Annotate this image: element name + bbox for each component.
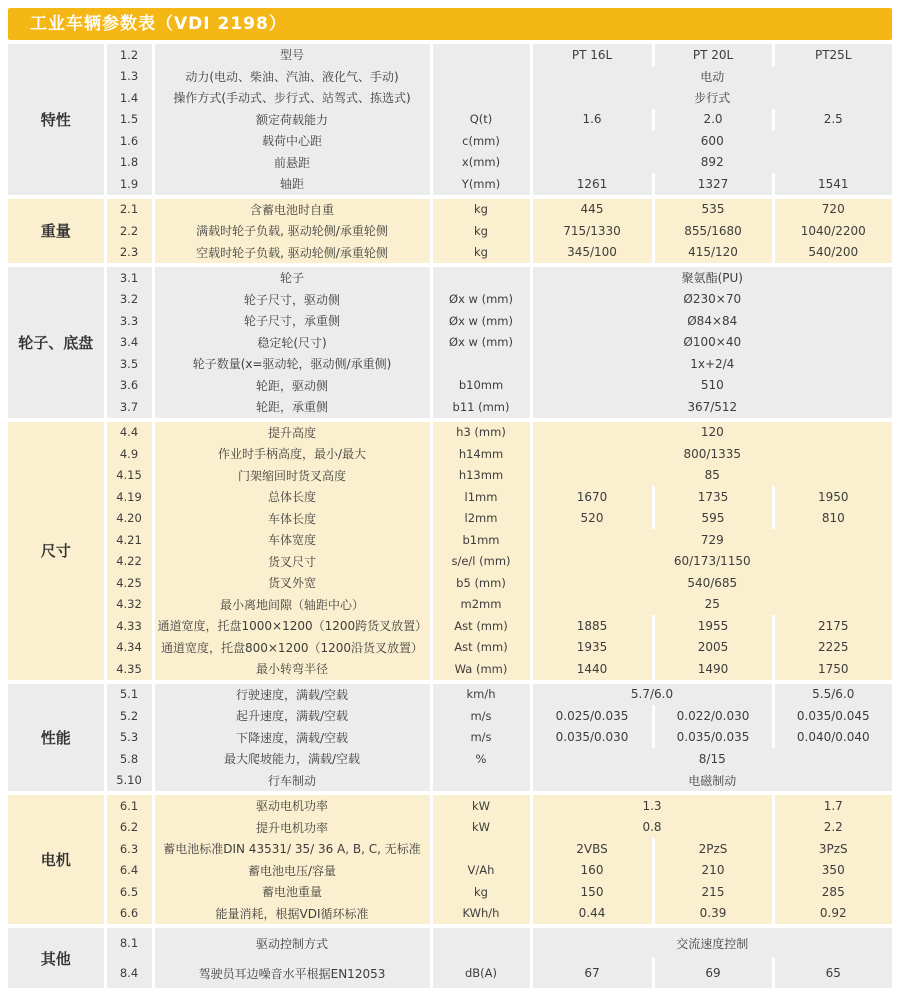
unit-cell: m/s xyxy=(431,705,531,727)
value-cell: 1327 xyxy=(653,173,773,195)
table-row xyxy=(8,817,892,839)
table-row xyxy=(8,109,892,131)
table-row xyxy=(8,289,892,311)
value-cell: 350 xyxy=(773,860,892,882)
table-row xyxy=(8,615,892,637)
value-cell: 1735 xyxy=(653,486,773,508)
section-table xyxy=(8,267,892,418)
value-cell: PT25L xyxy=(773,44,892,66)
row-description: 能量消耗，根据VDI循环标准 xyxy=(153,903,431,925)
table-row xyxy=(8,508,892,530)
row-number: 4.4 xyxy=(105,422,153,444)
row-number: 3.4 xyxy=(105,332,153,354)
unit-cell xyxy=(431,838,531,860)
table-row xyxy=(8,267,892,289)
value-cell: Ø84×84 xyxy=(531,310,892,332)
row-number: 4.22 xyxy=(105,551,153,573)
row-number: 4.9 xyxy=(105,443,153,465)
unit-cell: c(mm) xyxy=(431,130,531,152)
row-number: 1.3 xyxy=(105,66,153,88)
value-cell: 65 xyxy=(773,958,892,988)
value-cell: 0.92 xyxy=(773,903,892,925)
row-number: 5.10 xyxy=(105,770,153,792)
value-cell: 0.8 xyxy=(531,817,773,839)
row-description: 下降速度，满载/空载 xyxy=(153,727,431,749)
value-cell: 2005 xyxy=(653,637,773,659)
row-description: 通道宽度，托盘800×1200（1200沿货叉放置） xyxy=(153,637,431,659)
table-row xyxy=(8,928,892,958)
row-description: 满载时轮子负载, 驱动轮侧/承重轮侧 xyxy=(153,220,431,242)
row-description: 提升高度 xyxy=(153,422,431,444)
row-description: 动力(电动、柴油、汽油、液化气、手动) xyxy=(153,66,431,88)
section-label: 尺寸 xyxy=(8,422,105,680)
value-cell: 1955 xyxy=(653,615,773,637)
unit-cell: kg xyxy=(431,242,531,264)
value-cell: 2225 xyxy=(773,637,892,659)
unit-cell xyxy=(431,267,531,289)
table-row xyxy=(8,310,892,332)
sections-host xyxy=(8,44,892,988)
table-row xyxy=(8,375,892,397)
unit-cell: h14mm xyxy=(431,443,531,465)
value-cell: 285 xyxy=(773,881,892,903)
table-row xyxy=(8,152,892,174)
value-cell: 0.035/0.030 xyxy=(531,727,653,749)
row-description: 作业时手柄高度，最小/最大 xyxy=(153,443,431,465)
row-description: 前悬距 xyxy=(153,152,431,174)
value-cell: Ø100×40 xyxy=(531,332,892,354)
row-description: 型号 xyxy=(153,44,431,66)
table-row xyxy=(8,220,892,242)
row-description: 最大爬坡能力，满载/空载 xyxy=(153,748,431,770)
value-cell: 150 xyxy=(531,881,653,903)
value-cell: 8/15 xyxy=(531,748,892,770)
row-description: 车体宽度 xyxy=(153,529,431,551)
value-cell: 67 xyxy=(531,958,653,988)
row-number: 4.15 xyxy=(105,465,153,487)
unit-cell: x(mm) xyxy=(431,152,531,174)
value-cell: 1950 xyxy=(773,486,892,508)
unit-cell: Øx w (mm) xyxy=(431,310,531,332)
row-description: 最小离地间隙（轴距中心） xyxy=(153,594,431,616)
row-number: 3.7 xyxy=(105,396,153,418)
value-cell: 2VBS xyxy=(531,838,653,860)
unit-cell: km/h xyxy=(431,684,531,706)
row-description: 驱动控制方式 xyxy=(153,928,431,958)
table-row xyxy=(8,396,892,418)
table-row xyxy=(8,44,892,66)
unit-cell: kg xyxy=(431,881,531,903)
value-cell: 85 xyxy=(531,465,892,487)
table-row xyxy=(8,572,892,594)
table-row xyxy=(8,332,892,354)
value-cell: 电动 xyxy=(531,66,892,88)
table-row xyxy=(8,795,892,817)
page-title: 工业车辆参数表（VDI 2198） xyxy=(8,8,892,40)
row-number: 4.19 xyxy=(105,486,153,508)
row-number: 5.3 xyxy=(105,727,153,749)
table-row xyxy=(8,903,892,925)
unit-cell: kW xyxy=(431,795,531,817)
value-cell: 210 xyxy=(653,860,773,882)
unit-cell xyxy=(431,928,531,958)
row-number: 4.21 xyxy=(105,529,153,551)
row-number: 8.1 xyxy=(105,928,153,958)
row-number: 5.8 xyxy=(105,748,153,770)
table-row xyxy=(8,66,892,88)
row-number: 2.3 xyxy=(105,242,153,264)
section-label: 性能 xyxy=(8,684,105,792)
value-cell: Ø230×70 xyxy=(531,289,892,311)
value-cell: 5.7/6.0 xyxy=(531,684,773,706)
table-row xyxy=(8,838,892,860)
value-cell: 1.3 xyxy=(531,795,773,817)
row-number: 8.4 xyxy=(105,958,153,988)
row-number: 5.1 xyxy=(105,684,153,706)
row-number: 6.4 xyxy=(105,860,153,882)
row-description: 空载时轮子负载, 驱动轮侧/承重轮侧 xyxy=(153,242,431,264)
unit-cell: l1mm xyxy=(431,486,531,508)
value-cell: 25 xyxy=(531,594,892,616)
section-table xyxy=(8,44,892,195)
row-number: 2.2 xyxy=(105,220,153,242)
row-description: 轮子 xyxy=(153,267,431,289)
unit-cell: Q(t) xyxy=(431,109,531,131)
value-cell: 1935 xyxy=(531,637,653,659)
row-description: 驾驶员耳边噪音水平根据EN12053 xyxy=(153,958,431,988)
value-cell: 215 xyxy=(653,881,773,903)
row-number: 3.3 xyxy=(105,310,153,332)
table-row xyxy=(8,130,892,152)
row-description: 轮距，驱动侧 xyxy=(153,375,431,397)
value-cell: PT 16L xyxy=(531,44,653,66)
table-row xyxy=(8,881,892,903)
value-cell: 510 xyxy=(531,375,892,397)
value-cell: 1541 xyxy=(773,173,892,195)
row-description: 货叉外宽 xyxy=(153,572,431,594)
table-row xyxy=(8,748,892,770)
row-description: 驱动电机功率 xyxy=(153,795,431,817)
row-number: 1.5 xyxy=(105,109,153,131)
value-cell: 1x+2/4 xyxy=(531,353,892,375)
row-description: 轮子尺寸，驱动侧 xyxy=(153,289,431,311)
value-cell: 0.035/0.035 xyxy=(653,727,773,749)
unit-cell: dB(A) xyxy=(431,958,531,988)
table-row xyxy=(8,87,892,109)
value-cell: 415/120 xyxy=(653,242,773,264)
value-cell: 60/173/1150 xyxy=(531,551,892,573)
unit-cell: s/e/l (mm) xyxy=(431,551,531,573)
value-cell: 3PzS xyxy=(773,838,892,860)
section-label: 电机 xyxy=(8,795,105,924)
value-cell: 2175 xyxy=(773,615,892,637)
row-number: 1.9 xyxy=(105,173,153,195)
table-row xyxy=(8,860,892,882)
row-number: 1.6 xyxy=(105,130,153,152)
row-number: 1.8 xyxy=(105,152,153,174)
table-row xyxy=(8,199,892,221)
unit-cell: b5 (mm) xyxy=(431,572,531,594)
row-number: 3.6 xyxy=(105,375,153,397)
section-label: 特性 xyxy=(8,44,105,195)
value-cell: 540/200 xyxy=(773,242,892,264)
value-cell: 1.6 xyxy=(531,109,653,131)
value-cell: 1885 xyxy=(531,615,653,637)
value-cell: 345/100 xyxy=(531,242,653,264)
row-description: 最小转弯半径 xyxy=(153,658,431,680)
value-cell: 0.39 xyxy=(653,903,773,925)
row-description: 额定荷载能力 xyxy=(153,109,431,131)
unit-cell: kW xyxy=(431,817,531,839)
value-cell: 800/1335 xyxy=(531,443,892,465)
table-row xyxy=(8,551,892,573)
row-number: 6.2 xyxy=(105,817,153,839)
section-label: 轮子、底盘 xyxy=(8,267,105,418)
value-cell: 120 xyxy=(531,422,892,444)
value-cell: 729 xyxy=(531,529,892,551)
unit-cell: l2mm xyxy=(431,508,531,530)
row-description: 货叉尺寸 xyxy=(153,551,431,573)
row-number: 4.34 xyxy=(105,637,153,659)
table-row xyxy=(8,529,892,551)
row-description: 蓄电池电压/容量 xyxy=(153,860,431,882)
value-cell: 810 xyxy=(773,508,892,530)
unit-cell: Øx w (mm) xyxy=(431,332,531,354)
unit-cell: V/Ah xyxy=(431,860,531,882)
unit-cell xyxy=(431,87,531,109)
value-cell: 1.7 xyxy=(773,795,892,817)
value-cell: 电磁制动 xyxy=(531,770,892,792)
value-cell: 892 xyxy=(531,152,892,174)
row-number: 3.5 xyxy=(105,353,153,375)
row-description: 车体长度 xyxy=(153,508,431,530)
row-number: 4.20 xyxy=(105,508,153,530)
value-cell: 2.5 xyxy=(773,109,892,131)
unit-cell: Wa (mm) xyxy=(431,658,531,680)
row-description: 门架缩回时货叉高度 xyxy=(153,465,431,487)
row-description: 行车制动 xyxy=(153,770,431,792)
unit-cell: KWh/h xyxy=(431,903,531,925)
value-cell: 0.040/0.040 xyxy=(773,727,892,749)
value-cell: 540/685 xyxy=(531,572,892,594)
row-description: 轮子尺寸，承重侧 xyxy=(153,310,431,332)
table-row xyxy=(8,242,892,264)
value-cell: 1490 xyxy=(653,658,773,680)
value-cell: 1670 xyxy=(531,486,653,508)
value-cell: 445 xyxy=(531,199,653,221)
row-number: 6.6 xyxy=(105,903,153,925)
section-table xyxy=(8,199,892,264)
table-row xyxy=(8,594,892,616)
value-cell: 1261 xyxy=(531,173,653,195)
table-row xyxy=(8,770,892,792)
row-number: 4.33 xyxy=(105,615,153,637)
value-cell: 2.2 xyxy=(773,817,892,839)
row-description: 行驶速度，满载/空载 xyxy=(153,684,431,706)
unit-cell: b11 (mm) xyxy=(431,396,531,418)
row-description: 轮子数量(x=驱动轮，驱动侧/承重侧) xyxy=(153,353,431,375)
unit-cell xyxy=(431,44,531,66)
unit-cell: h3 (mm) xyxy=(431,422,531,444)
unit-cell: Y(mm) xyxy=(431,173,531,195)
value-cell: 367/512 xyxy=(531,396,892,418)
unit-cell: h13mm xyxy=(431,465,531,487)
value-cell: 交流速度控制 xyxy=(531,928,892,958)
value-cell: 535 xyxy=(653,199,773,221)
section-table xyxy=(8,684,892,792)
value-cell: 1750 xyxy=(773,658,892,680)
value-cell: 聚氨酯(PU) xyxy=(531,267,892,289)
table-row xyxy=(8,705,892,727)
unit-cell: b1mm xyxy=(431,529,531,551)
unit-cell: kg xyxy=(431,220,531,242)
row-description: 轮距，承重侧 xyxy=(153,396,431,418)
row-description: 总体长度 xyxy=(153,486,431,508)
row-number: 3.1 xyxy=(105,267,153,289)
row-number: 6.3 xyxy=(105,838,153,860)
row-number: 2.1 xyxy=(105,199,153,221)
row-number: 1.2 xyxy=(105,44,153,66)
table-row xyxy=(8,637,892,659)
row-number: 4.35 xyxy=(105,658,153,680)
table-row xyxy=(8,684,892,706)
value-cell: 1440 xyxy=(531,658,653,680)
value-cell: PT 20L xyxy=(653,44,773,66)
unit-cell xyxy=(431,66,531,88)
row-description: 稳定轮(尺寸) xyxy=(153,332,431,354)
value-cell: 160 xyxy=(531,860,653,882)
value-cell: 2.0 xyxy=(653,109,773,131)
row-description: 轴距 xyxy=(153,173,431,195)
unit-cell xyxy=(431,353,531,375)
table-row xyxy=(8,658,892,680)
unit-cell: Ast (mm) xyxy=(431,637,531,659)
table-row xyxy=(8,353,892,375)
value-cell: 2PzS xyxy=(653,838,773,860)
row-number: 1.4 xyxy=(105,87,153,109)
row-description: 载荷中心距 xyxy=(153,130,431,152)
section-table xyxy=(8,928,892,988)
value-cell: 0.035/0.045 xyxy=(773,705,892,727)
unit-cell: % xyxy=(431,748,531,770)
section-table xyxy=(8,795,892,924)
section-table xyxy=(8,422,892,680)
row-number: 4.32 xyxy=(105,594,153,616)
row-number: 3.2 xyxy=(105,289,153,311)
table-row xyxy=(8,173,892,195)
table-row xyxy=(8,443,892,465)
row-number: 5.2 xyxy=(105,705,153,727)
value-cell: 0.025/0.035 xyxy=(531,705,653,727)
value-cell: 0.44 xyxy=(531,903,653,925)
row-description: 起升速度，满载/空载 xyxy=(153,705,431,727)
table-row xyxy=(8,958,892,988)
unit-cell: m/s xyxy=(431,727,531,749)
value-cell: 720 xyxy=(773,199,892,221)
row-description: 操作方式(手动式、步行式、站驾式、拣选式) xyxy=(153,87,431,109)
value-cell: 715/1330 xyxy=(531,220,653,242)
unit-cell: b10mm xyxy=(431,375,531,397)
value-cell: 69 xyxy=(653,958,773,988)
table-row xyxy=(8,727,892,749)
row-description: 蓄电池标准DIN 43531/ 35/ 36 A, B, C, 无标准 xyxy=(153,838,431,860)
table-row xyxy=(8,465,892,487)
table-row xyxy=(8,422,892,444)
row-number: 6.1 xyxy=(105,795,153,817)
unit-cell: Ast (mm) xyxy=(431,615,531,637)
row-number: 4.25 xyxy=(105,572,153,594)
value-cell: 1040/2200 xyxy=(773,220,892,242)
table-row xyxy=(8,486,892,508)
row-description: 通道宽度，托盘1000×1200（1200跨货叉放置） xyxy=(153,615,431,637)
value-cell: 步行式 xyxy=(531,87,892,109)
row-description: 蓄电池重量 xyxy=(153,881,431,903)
unit-cell: kg xyxy=(431,199,531,221)
section-label: 重量 xyxy=(8,199,105,264)
row-description: 提升电机功率 xyxy=(153,817,431,839)
value-cell: 855/1680 xyxy=(653,220,773,242)
section-label: 其他 xyxy=(8,928,105,988)
row-description: 含蓄电池时自重 xyxy=(153,199,431,221)
value-cell: 595 xyxy=(653,508,773,530)
row-number: 6.5 xyxy=(105,881,153,903)
value-cell: 520 xyxy=(531,508,653,530)
value-cell: 0.022/0.030 xyxy=(653,705,773,727)
value-cell: 5.5/6.0 xyxy=(773,684,892,706)
value-cell: 600 xyxy=(531,130,892,152)
unit-cell xyxy=(431,770,531,792)
unit-cell: Øx w (mm) xyxy=(431,289,531,311)
unit-cell: m2mm xyxy=(431,594,531,616)
